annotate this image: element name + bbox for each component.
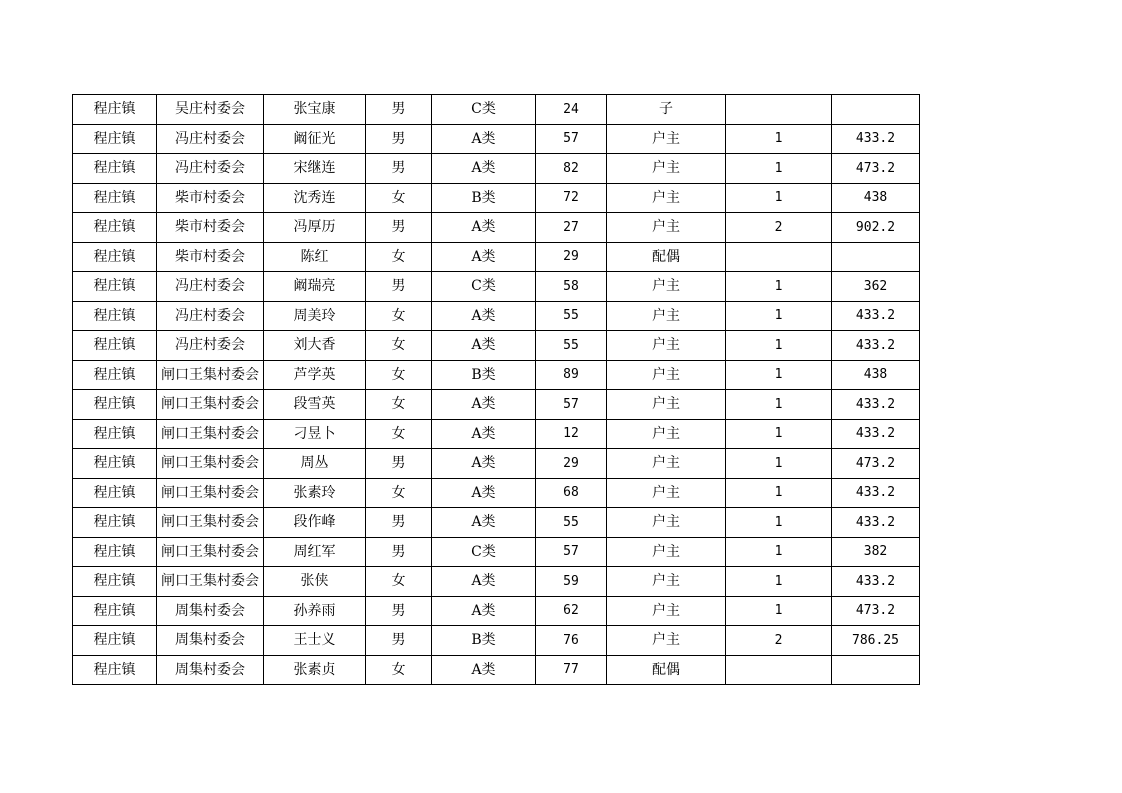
age-cell: 55 <box>536 508 607 538</box>
amount-cell: 362 <box>832 272 920 302</box>
age-cell: 57 <box>536 537 607 567</box>
relation-cell: 户主 <box>607 390 726 420</box>
relation-cell: 户主 <box>607 478 726 508</box>
age-cell: 76 <box>536 626 607 656</box>
age-cell: 58 <box>536 272 607 302</box>
age-cell: 77 <box>536 655 607 685</box>
gender-cell: 男 <box>366 508 432 538</box>
town-cell: 程庄镇 <box>73 478 157 508</box>
count-cell: 1 <box>726 390 832 420</box>
table-row <box>73 626 920 656</box>
amount-cell: 433.2 <box>832 331 920 361</box>
village-committee-cell: 吴庄村委会 <box>157 95 264 125</box>
gender-cell: 女 <box>366 419 432 449</box>
table-row <box>73 567 920 597</box>
gender-cell: 男 <box>366 124 432 154</box>
village-committee-cell: 冯庄村委会 <box>157 124 264 154</box>
name-cell: 刁昱卜 <box>264 419 366 449</box>
table-row <box>73 360 920 390</box>
category-cell: A类 <box>432 242 536 272</box>
relation-cell: 户主 <box>607 567 726 597</box>
count-cell: 1 <box>726 301 832 331</box>
name-cell: 阚征光 <box>264 124 366 154</box>
town-cell: 程庄镇 <box>73 390 157 420</box>
amount-cell: 438 <box>832 183 920 213</box>
village-committee-cell: 闸口王集村委会 <box>157 449 264 479</box>
age-cell: 62 <box>536 596 607 626</box>
relation-cell: 户主 <box>607 183 726 213</box>
relation-cell: 户主 <box>607 626 726 656</box>
village-committee-cell: 闸口王集村委会 <box>157 537 264 567</box>
name-cell: 张侠 <box>264 567 366 597</box>
age-cell: 29 <box>536 449 607 479</box>
name-cell: 陈红 <box>264 242 366 272</box>
village-committee-cell: 柴市村委会 <box>157 183 264 213</box>
gender-cell: 女 <box>366 567 432 597</box>
name-cell: 孙养雨 <box>264 596 366 626</box>
count-cell: 1 <box>726 154 832 184</box>
name-cell: 段雪英 <box>264 390 366 420</box>
count-cell: 1 <box>726 567 832 597</box>
town-cell: 程庄镇 <box>73 242 157 272</box>
relation-cell: 户主 <box>607 272 726 302</box>
town-cell: 程庄镇 <box>73 183 157 213</box>
village-committee-cell: 冯庄村委会 <box>157 301 264 331</box>
category-cell: A类 <box>432 213 536 243</box>
town-cell: 程庄镇 <box>73 508 157 538</box>
name-cell: 张素贞 <box>264 655 366 685</box>
name-cell: 冯厚历 <box>264 213 366 243</box>
relation-cell: 配偶 <box>607 655 726 685</box>
village-committee-cell: 闸口王集村委会 <box>157 360 264 390</box>
table-row <box>73 272 920 302</box>
table-row <box>73 478 920 508</box>
category-cell: A类 <box>432 331 536 361</box>
table-row <box>73 537 920 567</box>
count-cell: 2 <box>726 213 832 243</box>
table-row <box>73 95 920 125</box>
name-cell: 周红军 <box>264 537 366 567</box>
table-row <box>73 419 920 449</box>
table-row <box>73 154 920 184</box>
amount-cell: 433.2 <box>832 419 920 449</box>
town-cell: 程庄镇 <box>73 596 157 626</box>
relation-cell: 户主 <box>607 537 726 567</box>
age-cell: 29 <box>536 242 607 272</box>
village-committee-cell: 柴市村委会 <box>157 213 264 243</box>
name-cell: 芦学英 <box>264 360 366 390</box>
gender-cell: 女 <box>366 478 432 508</box>
category-cell: C类 <box>432 537 536 567</box>
amount-cell: 438 <box>832 360 920 390</box>
gender-cell: 男 <box>366 272 432 302</box>
count-cell: 1 <box>726 124 832 154</box>
count-cell: 1 <box>726 449 832 479</box>
gender-cell: 男 <box>366 626 432 656</box>
count-cell <box>726 655 832 685</box>
gender-cell: 女 <box>366 301 432 331</box>
count-cell: 1 <box>726 183 832 213</box>
name-cell: 段作峰 <box>264 508 366 538</box>
town-cell: 程庄镇 <box>73 272 157 302</box>
amount-cell: 433.2 <box>832 301 920 331</box>
amount-cell: 786.25 <box>832 626 920 656</box>
village-committee-cell: 闸口王集村委会 <box>157 419 264 449</box>
town-cell: 程庄镇 <box>73 213 157 243</box>
village-committee-cell: 冯庄村委会 <box>157 154 264 184</box>
category-cell: B类 <box>432 360 536 390</box>
amount-cell: 473.2 <box>832 449 920 479</box>
age-cell: 82 <box>536 154 607 184</box>
town-cell: 程庄镇 <box>73 360 157 390</box>
amount-cell <box>832 242 920 272</box>
village-committee-cell: 冯庄村委会 <box>157 331 264 361</box>
village-committee-cell: 冯庄村委会 <box>157 272 264 302</box>
gender-cell: 女 <box>366 242 432 272</box>
age-cell: 59 <box>536 567 607 597</box>
table-row <box>73 242 920 272</box>
relation-cell: 户主 <box>607 596 726 626</box>
category-cell: C类 <box>432 272 536 302</box>
category-cell: A类 <box>432 301 536 331</box>
category-cell: A类 <box>432 419 536 449</box>
name-cell: 阚瑞亮 <box>264 272 366 302</box>
table-row <box>73 508 920 538</box>
gender-cell: 男 <box>366 154 432 184</box>
name-cell: 周丛 <box>264 449 366 479</box>
category-cell: A类 <box>432 390 536 420</box>
amount-cell: 433.2 <box>832 567 920 597</box>
gender-cell: 女 <box>366 390 432 420</box>
category-cell: A类 <box>432 508 536 538</box>
gender-cell: 男 <box>366 95 432 125</box>
relation-cell: 配偶 <box>607 242 726 272</box>
count-cell: 1 <box>726 331 832 361</box>
village-committee-cell: 闸口王集村委会 <box>157 508 264 538</box>
gender-cell: 男 <box>366 213 432 243</box>
name-cell: 沈秀连 <box>264 183 366 213</box>
relation-cell: 户主 <box>607 419 726 449</box>
town-cell: 程庄镇 <box>73 537 157 567</box>
gender-cell: 男 <box>366 537 432 567</box>
relation-cell: 户主 <box>607 301 726 331</box>
table-row <box>73 390 920 420</box>
relation-cell: 户主 <box>607 449 726 479</box>
count-cell: 1 <box>726 272 832 302</box>
age-cell: 27 <box>536 213 607 243</box>
town-cell: 程庄镇 <box>73 419 157 449</box>
age-cell: 55 <box>536 331 607 361</box>
roster-table <box>72 94 920 685</box>
name-cell: 宋继连 <box>264 154 366 184</box>
name-cell: 周美玲 <box>264 301 366 331</box>
category-cell: A类 <box>432 655 536 685</box>
age-cell: 24 <box>536 95 607 125</box>
gender-cell: 女 <box>366 360 432 390</box>
gender-cell: 女 <box>366 655 432 685</box>
age-cell: 57 <box>536 124 607 154</box>
table-row <box>73 301 920 331</box>
village-committee-cell: 周集村委会 <box>157 655 264 685</box>
amount-cell: 433.2 <box>832 390 920 420</box>
amount-cell: 433.2 <box>832 478 920 508</box>
count-cell <box>726 95 832 125</box>
category-cell: A类 <box>432 567 536 597</box>
town-cell: 程庄镇 <box>73 449 157 479</box>
village-committee-cell: 闸口王集村委会 <box>157 567 264 597</box>
town-cell: 程庄镇 <box>73 331 157 361</box>
age-cell: 68 <box>536 478 607 508</box>
count-cell: 2 <box>726 626 832 656</box>
town-cell: 程庄镇 <box>73 626 157 656</box>
relation-cell: 户主 <box>607 508 726 538</box>
relation-cell: 子 <box>607 95 726 125</box>
gender-cell: 男 <box>366 449 432 479</box>
age-cell: 57 <box>536 390 607 420</box>
village-committee-cell: 闸口王集村委会 <box>157 478 264 508</box>
amount-cell: 382 <box>832 537 920 567</box>
town-cell: 程庄镇 <box>73 154 157 184</box>
count-cell: 1 <box>726 478 832 508</box>
category-cell: C类 <box>432 95 536 125</box>
category-cell: B类 <box>432 183 536 213</box>
town-cell: 程庄镇 <box>73 301 157 331</box>
village-committee-cell: 柴市村委会 <box>157 242 264 272</box>
table-row <box>73 331 920 361</box>
age-cell: 12 <box>536 419 607 449</box>
table-row <box>73 213 920 243</box>
name-cell: 张素玲 <box>264 478 366 508</box>
gender-cell: 女 <box>366 183 432 213</box>
town-cell: 程庄镇 <box>73 124 157 154</box>
count-cell: 1 <box>726 596 832 626</box>
count-cell: 1 <box>726 360 832 390</box>
amount-cell: 473.2 <box>832 596 920 626</box>
category-cell: A类 <box>432 124 536 154</box>
relation-cell: 户主 <box>607 154 726 184</box>
relation-cell: 户主 <box>607 124 726 154</box>
age-cell: 55 <box>536 301 607 331</box>
category-cell: A类 <box>432 154 536 184</box>
roster-table-body <box>73 95 920 685</box>
table-row <box>73 596 920 626</box>
town-cell: 程庄镇 <box>73 567 157 597</box>
count-cell: 1 <box>726 419 832 449</box>
name-cell: 张宝康 <box>264 95 366 125</box>
amount-cell <box>832 95 920 125</box>
amount-cell: 433.2 <box>832 508 920 538</box>
town-cell: 程庄镇 <box>73 655 157 685</box>
town-cell: 程庄镇 <box>73 95 157 125</box>
amount-cell: 473.2 <box>832 154 920 184</box>
category-cell: A类 <box>432 596 536 626</box>
category-cell: B类 <box>432 626 536 656</box>
table-row <box>73 183 920 213</box>
name-cell: 王士义 <box>264 626 366 656</box>
category-cell: A类 <box>432 478 536 508</box>
gender-cell: 男 <box>366 596 432 626</box>
count-cell: 1 <box>726 508 832 538</box>
category-cell: A类 <box>432 449 536 479</box>
age-cell: 89 <box>536 360 607 390</box>
relation-cell: 户主 <box>607 331 726 361</box>
count-cell: 1 <box>726 537 832 567</box>
amount-cell: 902.2 <box>832 213 920 243</box>
relation-cell: 户主 <box>607 213 726 243</box>
village-committee-cell: 周集村委会 <box>157 596 264 626</box>
table-row <box>73 124 920 154</box>
table-row <box>73 449 920 479</box>
table-row <box>73 655 920 685</box>
count-cell <box>726 242 832 272</box>
relation-cell: 户主 <box>607 360 726 390</box>
village-committee-cell: 周集村委会 <box>157 626 264 656</box>
name-cell: 刘大香 <box>264 331 366 361</box>
amount-cell <box>832 655 920 685</box>
amount-cell: 433.2 <box>832 124 920 154</box>
age-cell: 72 <box>536 183 607 213</box>
village-committee-cell: 闸口王集村委会 <box>157 390 264 420</box>
gender-cell: 女 <box>366 331 432 361</box>
